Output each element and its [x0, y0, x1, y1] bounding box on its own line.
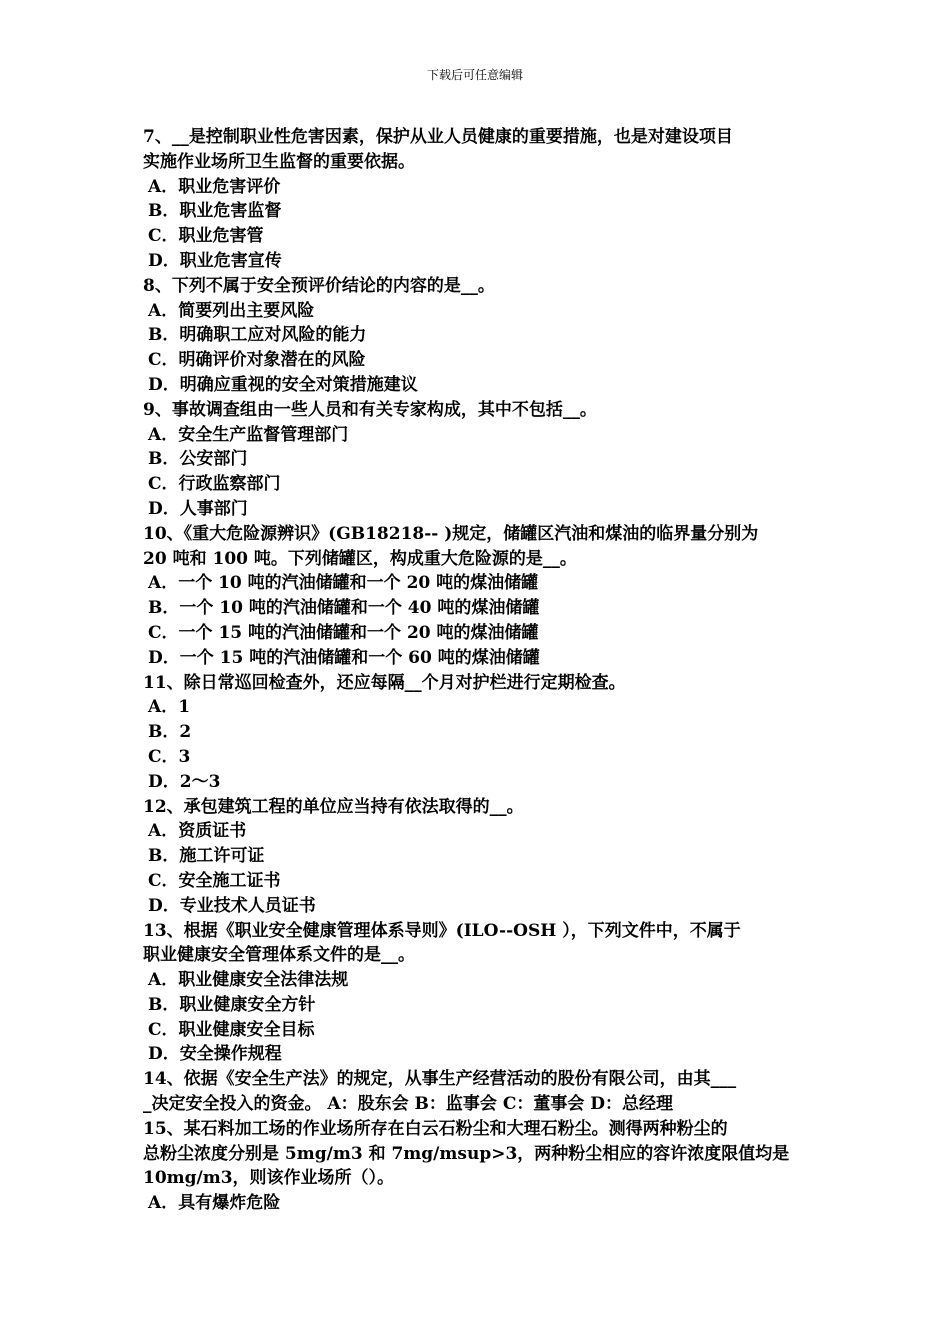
- answer-option: B．职业危害监督: [148, 201, 282, 222]
- answer-option: A．简要列出主要风险: [148, 300, 315, 321]
- answer-option: C．一个 15 吨的汽油储罐和一个 20 吨的煤油储罐: [148, 622, 539, 643]
- question-text: 实施作业场所卫生监督的重要依据。: [143, 151, 415, 172]
- answer-option: D．专业技术人员证书: [148, 895, 316, 916]
- question-text: 职业健康安全管理体系文件的是__。: [143, 945, 415, 966]
- answer-option: D．2～3: [148, 771, 221, 792]
- question-text: 10、《重大危险源辨识》(GB18218-- )规定，储罐区汽油和煤油的临界量分别为: [143, 523, 759, 544]
- question-text: 11、除日常巡回检查外，还应每隔__个月对护栏进行定期检查。: [143, 672, 626, 693]
- page-header: 下载后可任意编辑: [426, 68, 523, 82]
- question-text: 7、__是控制职业性危害因素，保护从业人员健康的重要措施，也是对建设项目: [143, 127, 733, 147]
- answer-option: B．一个 10 吨的汽油储罐和一个 40 吨的煤油储罐: [148, 598, 540, 619]
- question-text: 15、某石料加工场的作业场所存在白云石粉尘和大理石粉尘。测得两种粉尘的: [143, 1118, 728, 1139]
- answer-option: A．职业健康安全法律法规: [148, 970, 349, 991]
- question-text: 8、下列不属于安全预评价结论的内容的是__。: [143, 275, 495, 296]
- answer-option: C．职业危害管: [148, 226, 264, 247]
- answer-option: A．资质证书: [148, 821, 247, 842]
- answer-option: C．明确评价对象潜在的风险: [148, 350, 366, 371]
- answer-option: B．明确职工应对风险的能力: [148, 325, 367, 346]
- answer-option: A．职业危害评价: [148, 176, 281, 197]
- answer-option: A．安全生产监督管理部门: [148, 424, 349, 445]
- question-text: 10mg/m3，则该作业场所（）。: [143, 1168, 395, 1189]
- answer-option: D．安全操作规程: [148, 1044, 282, 1065]
- answer-option: D．一个 15 吨的汽油储罐和一个 60 吨的煤油储罐: [148, 647, 540, 668]
- question-text: 12、承包建筑工程的单位应当持有依法取得的__。: [143, 796, 524, 817]
- answer-option: D．职业危害宣传: [148, 250, 282, 271]
- answer-option: A．一个 10 吨的汽油储罐和一个 20 吨的煤油储罐: [148, 573, 539, 594]
- answer-option: A．1: [148, 697, 191, 718]
- answer-option: C．安全施工证书: [148, 870, 281, 891]
- question-text: 14、依据《安全生产法》的规定，从事生产经营活动的股份有限公司，由其___: [143, 1069, 737, 1090]
- answer-option: B．2: [148, 722, 192, 743]
- answer-option: C．3: [148, 746, 191, 767]
- answer-option: B．公安部门: [148, 449, 248, 470]
- question-text: 9、事故调查组由一些人员和有关专家构成，其中不包括__。: [143, 399, 597, 420]
- question-text: 13、根据《职业安全健康管理体系导则》(ILO--OSH ），下列文件中，不属于: [143, 920, 741, 941]
- question-content: [143, 125, 811, 1216]
- answer-option: A．具有爆炸危险: [148, 1193, 281, 1214]
- answer-option: D．明确应重视的安全对策措施建议: [148, 374, 418, 395]
- answer-option: D．人事部门: [148, 498, 248, 519]
- question-text: _决定安全投入的资金。 A：股东会 B：监事会 C：董事会 D：总经理: [143, 1094, 674, 1115]
- answer-option: B．职业健康安全方针: [148, 994, 316, 1015]
- question-text: 总粉尘浓度分别是 5mg/m3 和 7mg/msup>3，两种粉尘相应的容许浓度限值均是: [143, 1143, 790, 1164]
- question-text: 20 吨和 100 吨。下列储罐区，构成重大危险源的是__。: [143, 548, 577, 569]
- answer-option: C．行政监察部门: [148, 474, 281, 495]
- answer-option: B．施工许可证: [148, 846, 265, 867]
- answer-option: C．职业健康安全目标: [148, 1019, 315, 1040]
